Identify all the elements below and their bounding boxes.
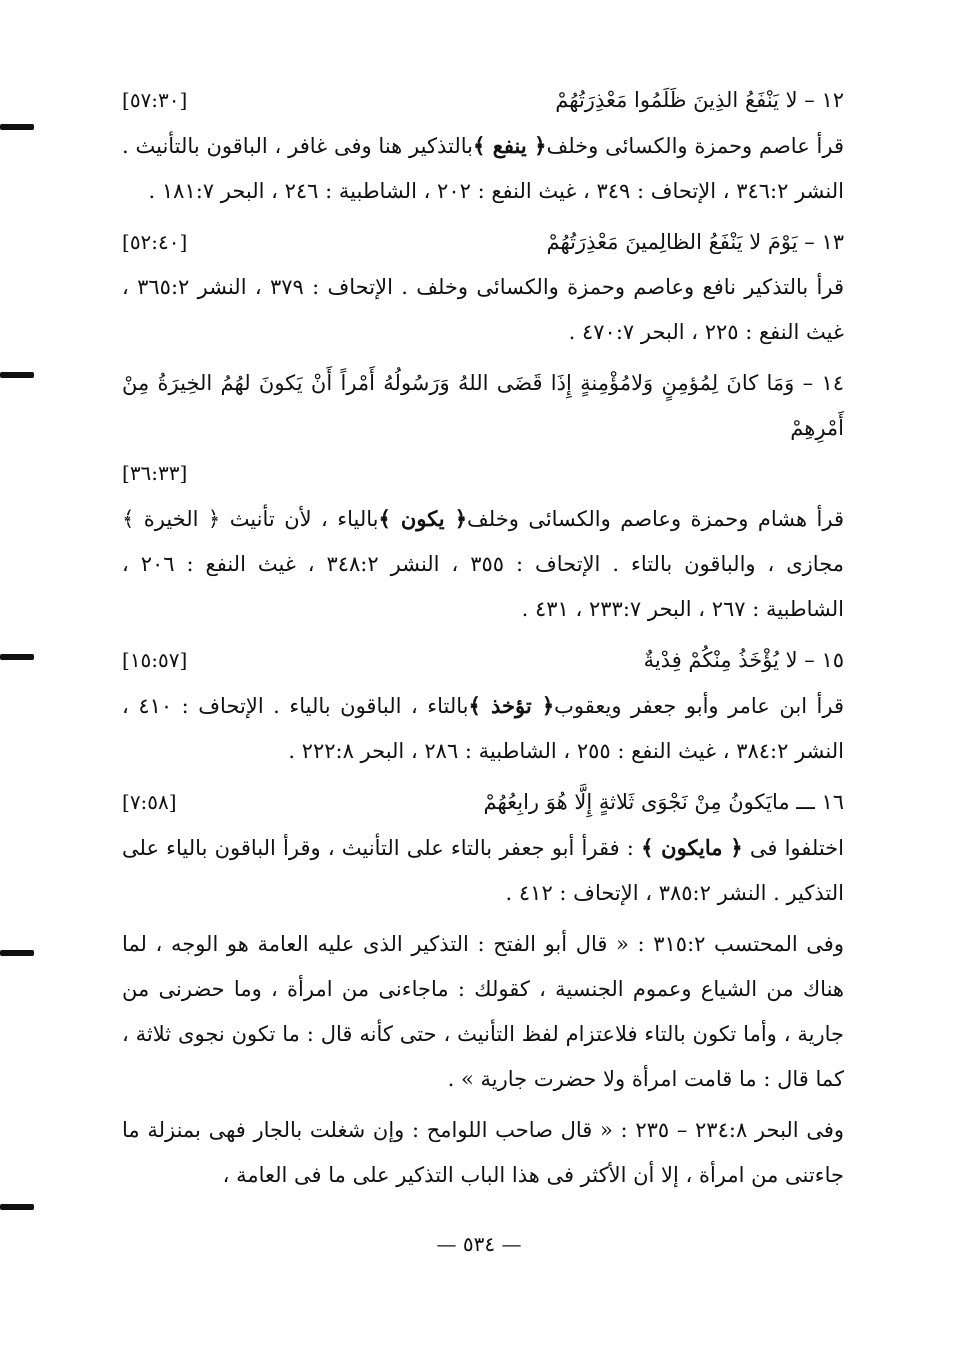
verse-text: ١٣ – يَوْمَ لا يَنْفَعُ الظالِمينَ مَعْذِرَتُهُمْ: [546, 230, 844, 254]
entry-commentary: [122, 496, 844, 632]
commentary-text: اختلفوا فى: [749, 836, 844, 860]
verse-reference: [٧:٥٨]: [122, 790, 177, 814]
commentary-text: بالتاء ، الباقون بالياء . الإتحاف : ٤١٠ ، النشر ٣٨٤:٢ ، غيث النفع : ٢٥٥ ، الشاطبية : ٢٨٦ ، البحر ٢٢٢:٨ .: [122, 694, 844, 763]
commentary-text: قرأ بالتذكير نافع وعاصم وحمزة والكسائى وخلف . الإتحاف : ٣٧٩ ، النشر ٣٦٥:٢ ، غيث النفع : ٢٢٥ ، البحر ٤٧٠:٧ .: [122, 275, 844, 344]
entry-12: [122, 78, 844, 214]
commentary-text: قرأ هشام وحمزة وعاصم والكسائى وخلف: [467, 507, 844, 531]
entry-head: [122, 451, 844, 496]
keyword: ﴿ تؤخذ ﴾: [468, 693, 555, 718]
verse-reference: [١٥:٥٧]: [122, 648, 188, 672]
entry-16: [122, 780, 844, 916]
commentary-text: بالياء ، لأن تأنيث ﴿ الخيرة ﴾ مجازى ، والباقون بالتاء . الإتحاف : ٣٥٥ ، النشر ٣٤٨:٢ ، غيث النفع : ٢٠٦ ، الشاطبية : ٢٦٧ ، البحر ٢٣٣:٧ ، ٤٣١ .: [122, 507, 845, 621]
commentary-text: قرأ عاصم وحمزة والكسائى وخلف: [546, 134, 845, 158]
entry-head: [122, 638, 844, 683]
entry-commentary: [122, 825, 844, 916]
verse-reference: [٥٧:٣٠]: [122, 88, 188, 112]
entry-head: [122, 220, 844, 265]
entry-commentary: [122, 123, 844, 214]
quote-paragraph: وفى البحر ٢٣٤:٨ – ٢٣٥ : « قال صاحب اللوامح : وإن شغلت بالجار فهى بمنزلة ما جاءتنى من امرأة ، إلا أن الأكثر فى هذا الباب التذكير على ما فى العامة ،: [122, 1118, 845, 1187]
keyword: ﴿ يكون ﴾: [378, 506, 468, 531]
entry-commentary: [122, 683, 844, 774]
verse-text: ١٥ – لا يُؤْخَذُ مِنْكُمْ فِدْيةٌ: [643, 648, 844, 672]
quote-paragraph: وفى المحتسب ٣١٥:٢ : « قال أبو الفتح : التذكير الذى عليه العامة هو الوجه ، لما هناك من الشياع وعموم الجنسية ، كقولك : ماجاءنى من امرأة ، وما حضرنى من جارية ، وأما تكون بالتاء فلاعتزام لفظ التأنيث ، حتى كأنه قال : ما تكون نجوى ثلاثة ، كما قال : ما قامت امرأة ولا حضرت جارية » .: [122, 932, 844, 1091]
commentary-text: قرأ ابن عامر وأبو جعفر ويعقوب: [554, 694, 845, 718]
margin-mark: [0, 372, 34, 378]
margin-mark: [0, 950, 34, 956]
entry-15: [122, 638, 844, 774]
entry-14: [122, 361, 844, 632]
verse-text: ١٢ – لا يَنْفَعُ الذِينَ ظَلَمُوا مَعْذِرَتُهُمْ: [555, 88, 844, 112]
verse-text: ١٤ – وَمَا كانَ لِمُؤمِنٍ وَلامُؤْمِنةٍ إِذَا قَضَى اللهُ وَرَسُولُهُ أَمْراً أَنْ يَكونَ لهُمُ الخِيرَةُ مِنْ أَمْرِهِمْ: [122, 371, 844, 440]
margin-mark: [0, 1204, 34, 1210]
entry-commentary: [122, 265, 844, 355]
margin-mark: [0, 654, 34, 660]
verse-text: ١٦ ـــ مايَكونُ مِنْ نَجْوَى ثَلاثةٍ إِلَّا هُوَ رابِعُهُمْ: [483, 790, 844, 814]
page-number: — ٥٣٤ —: [436, 1232, 522, 1256]
keyword: ﴿ ينفع ﴾: [472, 133, 547, 158]
margin-mark: [0, 124, 34, 130]
verse-reference: [٥٢:٤٠]: [122, 230, 188, 254]
commentary-text: : فقرأ أبو جعفر بالتاء على التأنيث ، وقرأ الباقون بالياء على التذكير . النشر ٣٨٥:٢ ، الإتحاف : ٤١٢ .: [122, 836, 844, 905]
page-body: [122, 78, 844, 1198]
entry-head: [122, 780, 844, 825]
entry-13: [122, 220, 844, 355]
keyword: ﴿ مايكون ﴾: [641, 835, 743, 860]
verse-reference: [٣٦:٣٣]: [122, 461, 188, 485]
entry-head: [122, 78, 844, 123]
commentary-text: بالتذكير هنا وفى غافر ، الباقون بالتأنيث . النشر ٣٤٦:٢ ، الإتحاف : ٣٤٩ ، غيث النفع : ٢٠٢ ، الشاطبية : ٢٤٦ ، البحر ١٨١:٧ .: [122, 134, 844, 203]
